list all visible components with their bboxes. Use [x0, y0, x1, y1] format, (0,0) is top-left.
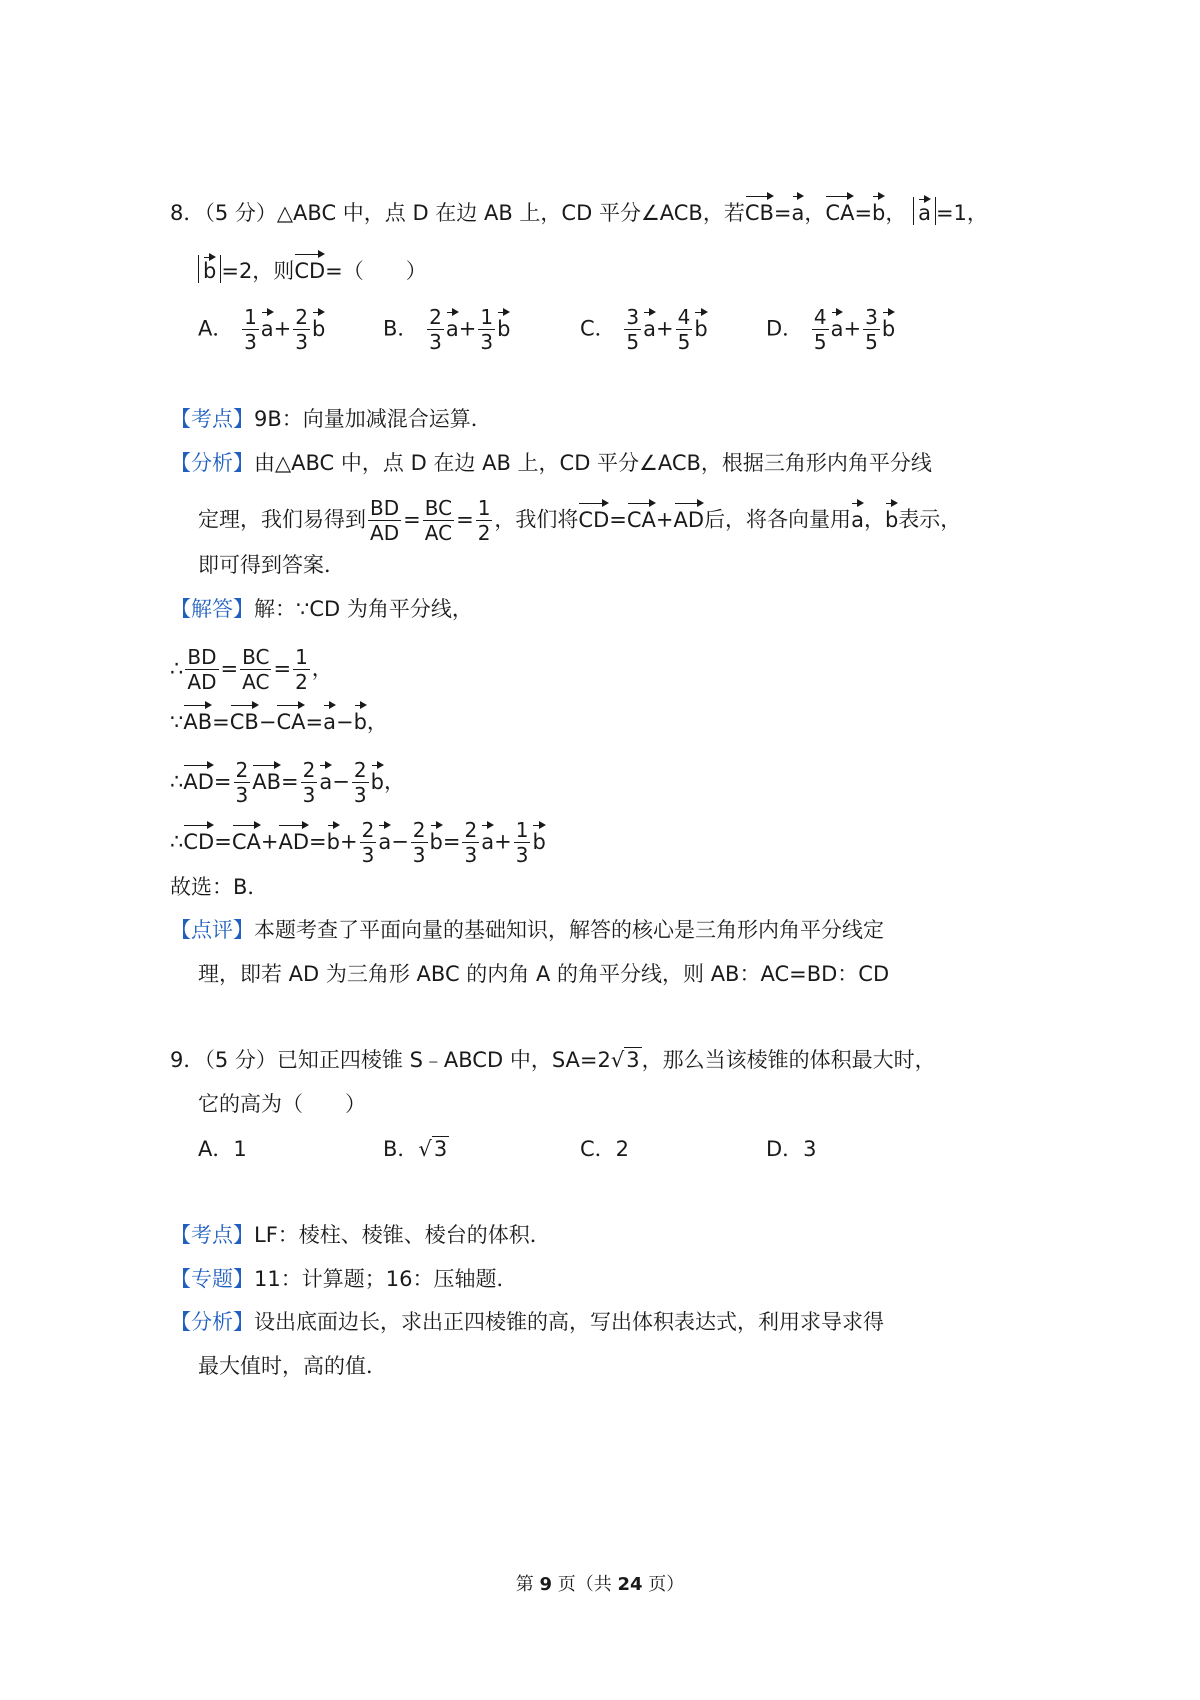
q8-option-d: D． $\frac{4}{5}$ a+ $\frac{3}{5}$ b — [766, 305, 896, 354]
q8-jieda-line5: ∴CD=CA+AD=b+ $\frac{2}{3}$ a− $\frac{2}{3}$ b= $\frac{2}{3}$ a+ $\frac{1}{3}$ b — [170, 818, 546, 867]
q9-stem-line1: 9．（5 分）已知正四棱锥 S﹣ABCD 中，SA=2√3，那么当该棱锥的体积最大时， — [170, 1048, 936, 1072]
q8-jieda-line1: 【解答】解：∵CD 为角平分线， — [170, 597, 473, 621]
q8-option-a: A． $\frac{1}{3}$ a+ $\frac{2}{3}$ b — [198, 305, 326, 354]
q8-stem-line2: b =2，则CD=（ ） — [198, 252, 427, 286]
q8-jieda-line4: ∴AD= $\frac{2}{3}$ AB= $\frac{2}{3}$ a− $\frac{2}{3}$ b， — [170, 758, 405, 807]
q9-stem-line2: 它的高为（ ） — [198, 1092, 366, 1116]
q9-kaodian: 【考点】LF：棱柱、棱锥、棱台的体积． — [170, 1223, 551, 1247]
q9-option-b: B．√3 — [383, 1137, 448, 1161]
q8-fenxi-line3: 即可得到答案． — [198, 553, 345, 577]
q9-fenxi-line2: 最大值时，高的值． — [198, 1354, 387, 1378]
q8-option-b: B． $\frac{2}{3}$ a+ $\frac{1}{3}$ b — [383, 305, 511, 354]
q9-fenxi-line1: 【分析】设出底面边长，求出正四棱锥的高，写出体积表达式，利用求导求得 — [170, 1310, 884, 1334]
q8-fenxi-line1: 【分析】由△ABC 中，点 D 在边 AB 上，CD 平分∠ACB，根据三角形内角平分线 — [170, 451, 932, 475]
q8-jieda-line3: ∵AB=CB−CA=a−b， — [170, 703, 388, 737]
q8-fenxi-line2: 定理，我们易得到 $\frac{BD}{AD}$ = $\frac{BC}{AC}$ = $\frac{1}{2}$ ，我们将CD=CA+AD后，将各向量用a，b表示， — [198, 496, 962, 545]
q9-zhuanti: 【专题】11：计算题；16：压轴题． — [170, 1267, 518, 1291]
q8-guxuan: 故选：B． — [170, 875, 269, 899]
q9-option-c: C．2 — [580, 1137, 630, 1161]
q8-kaodian: 【考点】9B：向量加减混合运算． — [170, 407, 492, 431]
q8-dianping-line2: 理，即若 AD 为三角形 ABC 的内角 A 的角平分线，则 AB：AC=BD：CD — [198, 962, 890, 986]
q9-option-d: D．3 — [766, 1137, 817, 1161]
q9-option-a: A．1 — [198, 1137, 247, 1161]
q8-option-c: C． $\frac{3}{5}$ a+ $\frac{4}{5}$ b — [580, 305, 708, 354]
q8-dianping-line1: 【点评】本题考查了平面向量的基础知识，解答的核心是三角形内角平分线定 — [170, 918, 884, 942]
page-footer: 第 9 页（共 24 页） — [515, 1574, 685, 1595]
q8-jieda-line2: ∴ $\frac{BD}{AD}$ = $\frac{BC}{AC}$ = $\frac{1}{2}$ ， — [170, 645, 333, 694]
q8-stem-line1: 8．（5 分）△ABC 中，点 D 在边 AB 上，CD 平分∠ACB，若CB=a，CA=b， a =1， — [170, 194, 988, 228]
